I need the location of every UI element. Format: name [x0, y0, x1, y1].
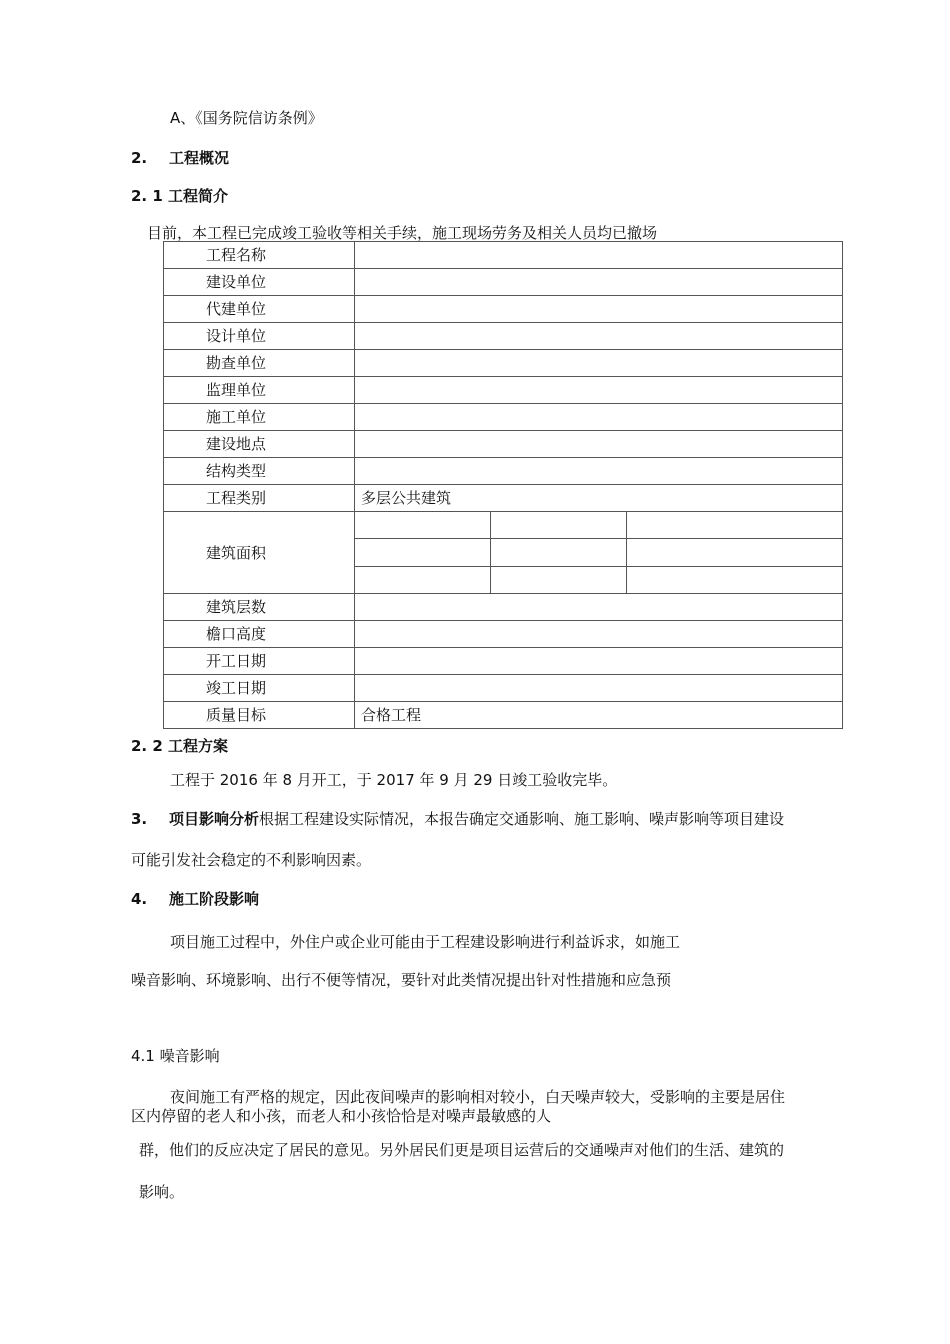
- row-label: 设计单位: [164, 323, 355, 350]
- row-label: 竣工日期: [164, 675, 355, 702]
- item-a: A、《国务院信访条例》: [170, 109, 323, 127]
- row-value: [355, 242, 843, 269]
- row-value: 多层公共建筑: [355, 485, 843, 512]
- row-value: [355, 621, 843, 648]
- table-row: [164, 648, 843, 675]
- row-label: 工程名称: [164, 242, 355, 269]
- row-value: [355, 269, 843, 296]
- table-row: [164, 242, 843, 269]
- row-label: 开工日期: [164, 648, 355, 675]
- row-value: [355, 594, 843, 621]
- table-row: [164, 269, 843, 296]
- intro-text: 目前，本工程已完成竣工验收等相关手续，施工现场劳务及相关人员均已撤场: [147, 224, 658, 242]
- table-row: [164, 621, 843, 648]
- table-row: [164, 512, 843, 594]
- noise-line-4: 影响。: [139, 1183, 185, 1201]
- section-4-1-heading: 4.1 噪音影响: [131, 1047, 220, 1065]
- row-value: [355, 296, 843, 323]
- row-value: [355, 675, 843, 702]
- table-row: [164, 377, 843, 404]
- row-value: [355, 404, 843, 431]
- table-row: [164, 485, 843, 512]
- row-label: 工程类别: [164, 485, 355, 512]
- plan-text: 工程于 2016 年 8 月开工，于 2017 年 9 月 29 日竣工验收完毕。: [170, 771, 618, 789]
- section-2-heading: [131, 148, 229, 168]
- section-4-heading: [131, 889, 259, 909]
- row-label: 檐口高度: [164, 621, 355, 648]
- section-4-text-1: 项目施工过程中，外住户或企业可能由于工程建设影响进行利益诉求，如施工: [170, 933, 681, 951]
- row-value: [355, 648, 843, 675]
- row-label: 监理单位: [164, 377, 355, 404]
- row-label: 勘查单位: [164, 350, 355, 377]
- section-4-title: 施工阶段影响: [169, 890, 260, 908]
- section-2-1-heading: 2. 1 工程简介: [131, 187, 229, 205]
- row-label: 建设单位: [164, 269, 355, 296]
- area-label: 建筑面积: [164, 512, 355, 594]
- table-row: [164, 296, 843, 323]
- section-4-text-2: 噪音影响、环境影响、出行不便等情况，要针对此类情况提出针对性措施和应急预: [131, 971, 672, 989]
- table-row: [164, 431, 843, 458]
- table-row: [164, 702, 843, 729]
- section-3-line-1: [131, 809, 784, 829]
- row-label: 质量目标: [164, 702, 355, 729]
- section-2-number: 2.: [131, 149, 148, 167]
- section-3-text-1: 根据工程建设实际情况，本报告确定交通影响、施工影响、噪声影响等项目建设: [259, 810, 785, 828]
- table-row: [164, 675, 843, 702]
- row-label: 建设地点: [164, 431, 355, 458]
- noise-line-3: 群，他们的反应决定了居民的意见。另外居民们更是项目运营后的交通噪声对他们的生活、建筑的: [139, 1141, 785, 1159]
- row-value: [355, 323, 843, 350]
- table-row: [164, 323, 843, 350]
- row-label: 建筑层数: [164, 594, 355, 621]
- row-label: 结构类型: [164, 458, 355, 485]
- section-3-text-2: 可能引发社会稳定的不利影响因素。: [131, 851, 372, 869]
- row-value: 合格工程: [355, 702, 843, 729]
- section-3-number: 3.: [131, 810, 148, 828]
- table-row: [164, 350, 843, 377]
- row-value: [355, 377, 843, 404]
- row-value: [355, 350, 843, 377]
- row-value: [355, 458, 843, 485]
- area-value-cell: [355, 512, 843, 594]
- table-row: [164, 458, 843, 485]
- noise-line-2: 区内停留的老人和小孩，而老人和小孩恰恰是对噪声最敏感的人: [131, 1107, 552, 1125]
- section-4-number: 4.: [131, 890, 148, 908]
- project-info-table: [163, 241, 843, 729]
- section-2-title: 工程概况: [169, 149, 230, 167]
- table-row: [164, 594, 843, 621]
- section-2-2-heading: 2. 2 工程方案: [131, 737, 229, 755]
- row-label: 施工单位: [164, 404, 355, 431]
- table-row: [164, 404, 843, 431]
- row-label: 代建单位: [164, 296, 355, 323]
- row-value: [355, 431, 843, 458]
- area-subtable: [355, 512, 842, 593]
- section-3-title: 项目影响分析: [169, 810, 260, 828]
- noise-line-1: 夜间施工有严格的规定，因此夜间噪声的影响相对较小，白天噪声较大，受影响的主要是居住: [170, 1088, 786, 1106]
